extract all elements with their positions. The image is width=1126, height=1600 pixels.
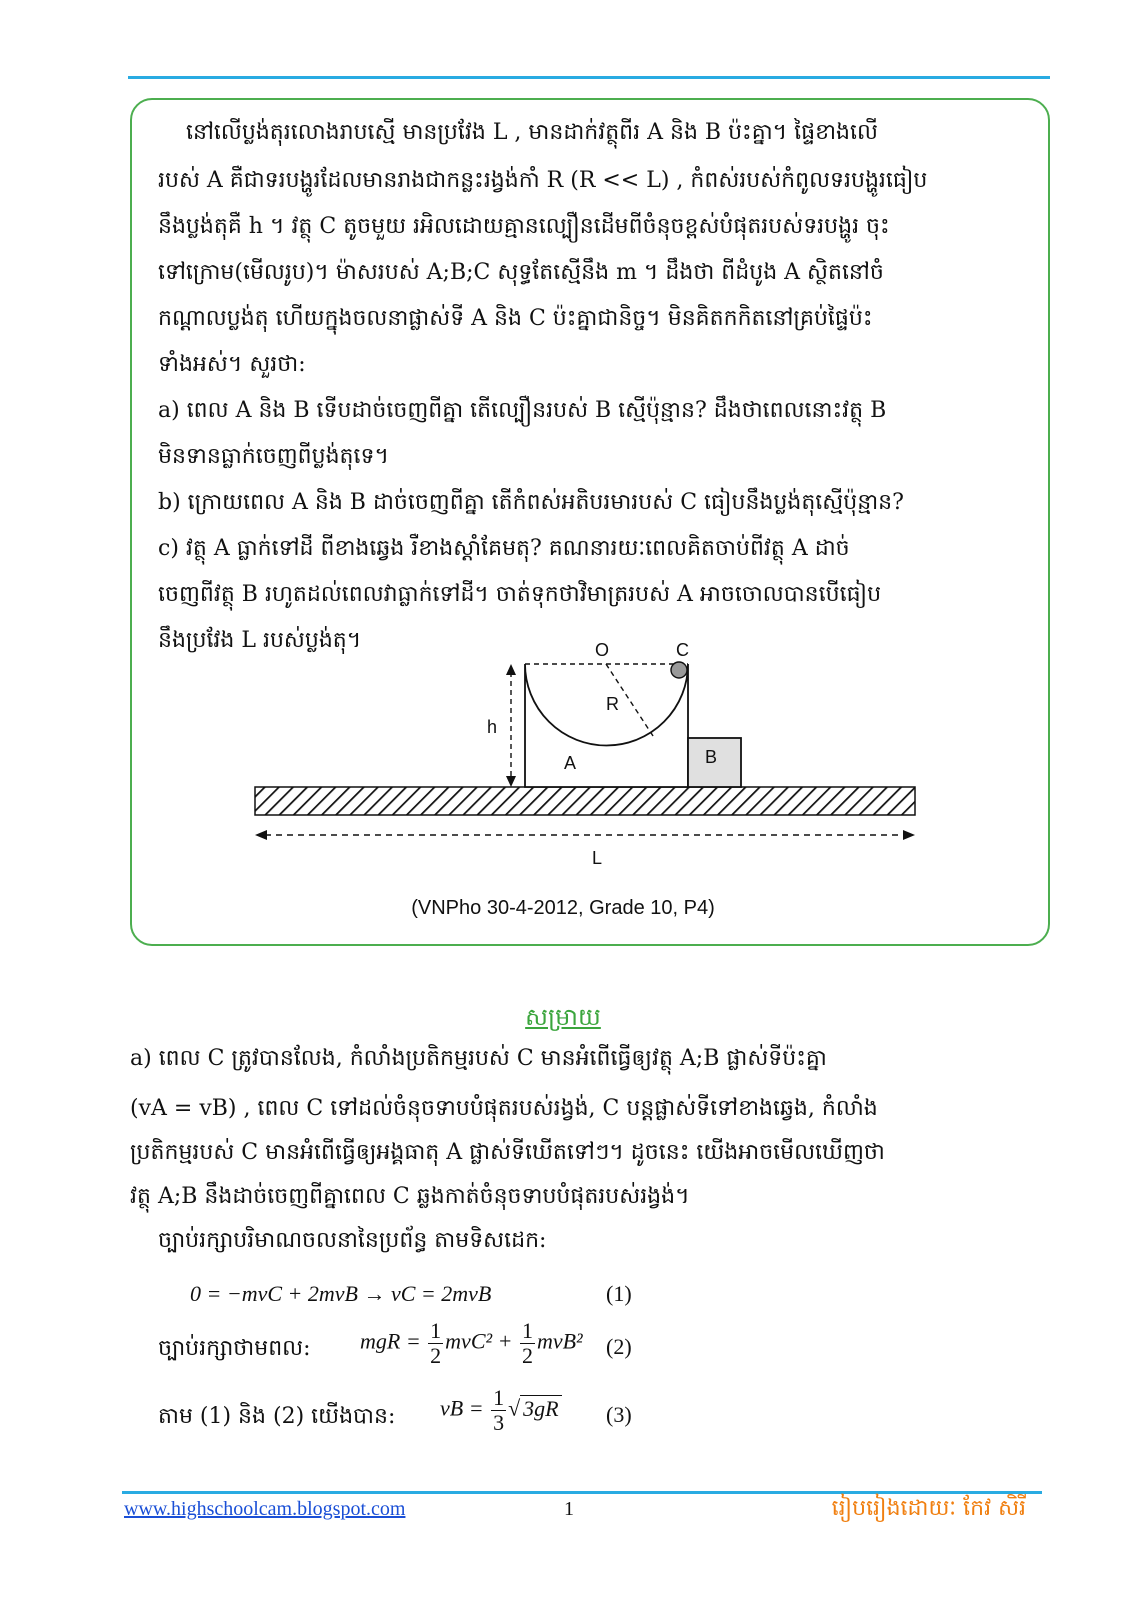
height-arrow-head-bottom xyxy=(506,776,516,787)
eq2-term1: mvC² xyxy=(445,1328,493,1354)
combine-label: តាម (1) និង (2) យើងបាន: xyxy=(158,1404,396,1429)
eq2-term2: mvB² xyxy=(536,1328,583,1354)
problem-line: កណ្តាលប្លង់តុ ហើយក្នុងចលនាផ្លាស់ទី A និង C ប៉ះគ្នាជានិច្ច។ មិនគិតកកិតនៅគ្រប់ផ្ទៃប៉ះ xyxy=(158,306,873,331)
label-b: B xyxy=(705,747,718,767)
fraction-denominator: 3 xyxy=(493,1410,505,1435)
fraction-numerator: 1 xyxy=(430,1318,442,1343)
equation-2-number: (2) xyxy=(606,1334,632,1359)
fraction-half-2 xyxy=(520,1319,535,1368)
equation-1-number: (1) xyxy=(606,1281,632,1306)
problem-line: ទៅក្រោម(មើលរូប)។ ម៉ាសរបស់ A;B;C សុទ្ធតែស្មើនឹង m ។ ដឹងថា ពីដំបូង A ស្ថិតនៅចំ xyxy=(158,260,884,285)
problem-line: a) ពេល A និង B ទើបដាច់ចេញពីគ្នា តើល្បឿនរបស់ B ស្មើប៉ុន្មាន? ដឹងថាពេលនោះវត្ថុ B xyxy=(158,398,887,423)
sqrt-content: 3gR xyxy=(520,1395,561,1421)
length-arrow-head-left xyxy=(255,830,267,840)
length-arrow-head-right xyxy=(903,830,915,840)
website-link[interactable]: www.highschoolcam.blogspot.com xyxy=(124,1498,406,1520)
problem-line: របស់ A គឺជាទរបង្ហូរដែលមានរាងជាកន្លះរង្វង់កាំ R (R << L) , កំពស់របស់កំពូលទរបង្ហូរធៀប xyxy=(158,168,928,193)
sqrt-symbol: √ xyxy=(508,1395,521,1421)
fraction-denominator: 2 xyxy=(521,1343,533,1368)
block-a xyxy=(525,664,688,787)
energy-label: ច្បាប់រក្សាថាមពល: xyxy=(158,1336,311,1361)
footer-author: រៀបរៀងដោយៈ កែវ សិរី xyxy=(831,1496,1026,1521)
fraction-numerator: 1 xyxy=(493,1385,505,1410)
label-h: h xyxy=(487,717,498,737)
fraction-denominator: 2 xyxy=(430,1343,442,1368)
label-c: C xyxy=(676,640,689,660)
table-surface xyxy=(255,787,915,815)
problem-line: c) វត្ថុ A ធ្លាក់ទៅដី ពីខាងឆ្វេង រឺខាងស្តាំគែមតុ? គណនារយៈពេលគិតចាប់ពីវត្ថុ A ដាច់ xyxy=(158,536,850,561)
equation-3-number: (3) xyxy=(606,1402,632,1427)
solution-title: សម្រាយ xyxy=(525,1003,601,1031)
page-number: 1 xyxy=(564,1498,574,1520)
problem-line: ចេញពីវត្ថុ B រហូតដល់ពេលវាធ្លាក់ទៅដី។ ចាត់ទុកថាវិមាត្ររបស់ A អាចចោលបានបើធៀប xyxy=(158,582,882,607)
label-o: O xyxy=(595,640,610,660)
problem-line: នឹងប្រវែង L របស់ប្លង់តុ។ xyxy=(158,628,362,653)
problem-line: ទាំងអស់។ សួរថា: xyxy=(158,352,306,377)
eq3-left: vB = xyxy=(440,1395,484,1421)
equation-3 xyxy=(440,1386,562,1435)
solution-line: វត្ថុ A;B នឹងដាច់ចេញពីគ្នាពេល C ឆ្លងកាត់ចំនុចទាបបំផុតរបស់រង្វង់។ xyxy=(130,1184,690,1209)
momentum-label: ច្បាប់រក្សាបរិមាណចលនានៃប្រព័ន្ធ តាមទិសដេក: xyxy=(158,1228,547,1253)
equation-2 xyxy=(360,1319,583,1368)
label-l: L xyxy=(592,848,603,868)
eq2-left: mgR = xyxy=(360,1328,421,1354)
problem-source: (VNPho 30-4-2012, Grade 10, P4) xyxy=(411,897,715,919)
solution-line: (vA = vB) , ពេល C ទៅដល់ចំនុចទាបបំផុតរបស់រង្វង់, C បន្តផ្លាស់ទីទៅខាងឆ្វេង, កំលាំង xyxy=(130,1096,878,1121)
solution-line: a) ពេល C ត្រូវបានលែង, កំលាំងប្រតិកម្មរបស់ C មានអំពើធ្វើឲ្យវត្ថុ A;B ផ្លាស់ទីប៉ះគ្នា xyxy=(130,1046,827,1071)
label-a: A xyxy=(564,753,577,773)
equation-1: 0 = −mvC + 2mvB → vC = 2mvB xyxy=(190,1281,492,1306)
problem-line: b) ក្រោយពេល A និង B ដាច់ចេញពីគ្នា តើកំពស់អតិបរមារបស់ C ធៀបនឹងប្លង់តុស្មើប៉ុន្មាន? xyxy=(158,490,904,515)
fraction-numerator: 1 xyxy=(521,1318,533,1343)
eq2-plus: + xyxy=(497,1328,513,1354)
problem-line: នឹងប្លង់តុគឺ h ។ វត្ថុ C តូចមួយ រអិលដោយគ្មានល្បឿនដើមពីចំនុចខ្ពស់បំផុតរបស់ទរបង្ហូរ ចុះ xyxy=(158,214,890,239)
problem-line: មិនទានធ្លាក់ចេញពីប្លង់តុទេ។ xyxy=(158,444,389,469)
height-arrow-head-top xyxy=(506,664,516,675)
ball-c xyxy=(671,662,687,678)
fraction-third xyxy=(491,1386,506,1435)
label-r: R xyxy=(606,694,619,714)
top-rule xyxy=(128,76,1050,79)
fraction-half xyxy=(428,1319,443,1368)
problem-line: នៅលើប្លង់តុរលោងរាបស្មើ មានប្រវែង L , មានដាក់វត្ថុពីរ A និង B ប៉ះគ្នា។ ផ្ទៃខាងលើ xyxy=(186,120,878,145)
solution-line: ប្រតិកម្មរបស់ C មានអំពើធ្វើឲ្យអង្គធាតុ A ផ្លាស់ទីឃើតទៅៗ។ ដូចនេះ យើងអាចមើលឃើញថា xyxy=(130,1140,885,1165)
physics-diagram xyxy=(245,636,925,876)
